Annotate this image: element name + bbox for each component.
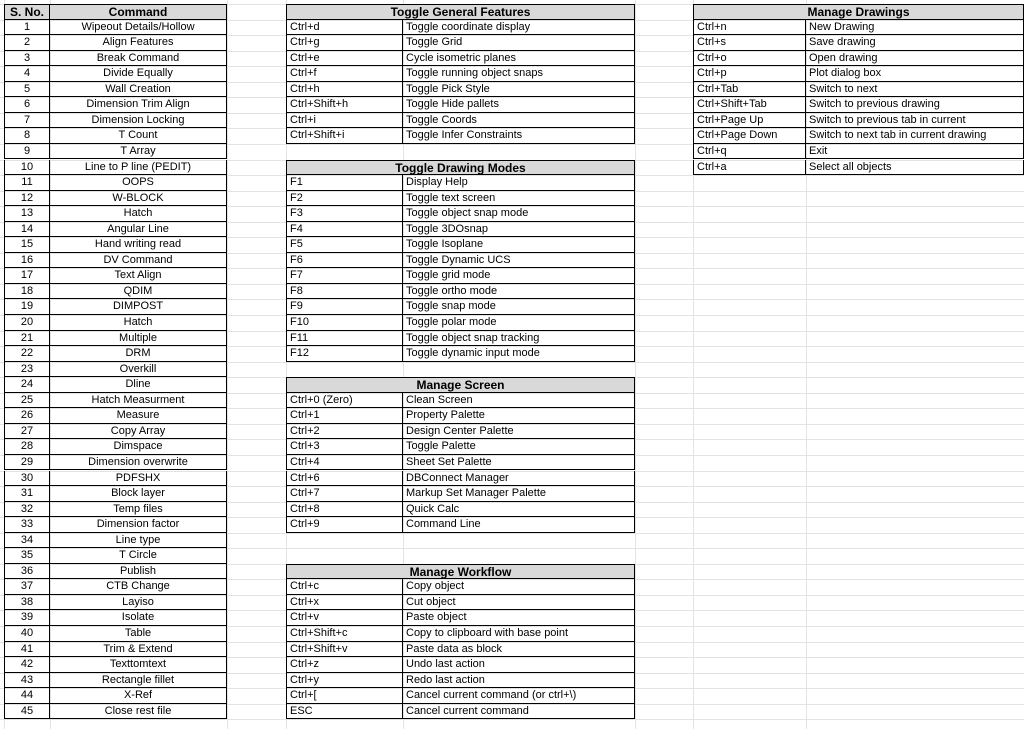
shortcut-desc-cell[interactable]: Toggle Grid xyxy=(403,35,635,51)
shortcut-key-cell[interactable]: F6 xyxy=(286,253,403,269)
command-cell[interactable]: Measure xyxy=(50,408,227,424)
command-cell[interactable]: Close rest file xyxy=(50,704,227,720)
command-cell[interactable]: Dimension overwrite xyxy=(50,455,227,471)
shortcut-key-cell[interactable]: Ctrl+7 xyxy=(286,486,403,502)
header-command[interactable]: Command xyxy=(49,4,227,20)
shortcut-desc-cell[interactable]: Quick Calc xyxy=(403,502,635,518)
sno-cell[interactable]: 19 xyxy=(4,299,50,315)
shortcut-key-cell[interactable]: F7 xyxy=(286,268,403,284)
drawing-desc-cell[interactable]: Switch to previous drawing xyxy=(806,97,1024,113)
shortcut-key-cell[interactable]: Ctrl+y xyxy=(286,673,403,689)
command-cell[interactable]: Copy Array xyxy=(50,424,227,440)
drawings-title[interactable]: Manage Drawings xyxy=(693,4,1024,20)
shortcut-desc-cell[interactable]: Paste data as block xyxy=(403,642,635,658)
command-cell[interactable]: W-BLOCK xyxy=(50,191,227,207)
shortcut-desc-cell[interactable]: Property Palette xyxy=(403,408,635,424)
sno-cell[interactable]: 26 xyxy=(4,408,50,424)
shortcut-key-cell[interactable]: F2 xyxy=(286,191,403,207)
shortcut-desc-cell[interactable]: Toggle Hide pallets xyxy=(403,97,635,113)
shortcut-desc-cell[interactable]: Cycle isometric planes xyxy=(403,51,635,67)
header-sno[interactable]: S. No. xyxy=(4,4,50,20)
gridline xyxy=(227,0,228,729)
shortcut-key-cell[interactable]: Ctrl+e xyxy=(286,51,403,67)
sno-cell[interactable]: 42 xyxy=(4,657,50,673)
drawing-key-cell[interactable]: Ctrl+s xyxy=(693,35,806,51)
shortcut-desc-cell[interactable]: Toggle grid mode xyxy=(403,268,635,284)
command-cell[interactable]: Temp files xyxy=(50,502,227,518)
shortcut-key-cell[interactable]: Ctrl+8 xyxy=(286,502,403,518)
sno-cell[interactable]: 38 xyxy=(4,595,50,611)
drawing-key-cell[interactable]: Ctrl+Page Down xyxy=(693,128,806,144)
shortcut-key-cell[interactable]: Ctrl+f xyxy=(286,66,403,82)
command-cell[interactable]: Line to P line (PEDIT) xyxy=(50,160,227,176)
sno-cell[interactable]: 23 xyxy=(4,362,50,378)
sno-cell[interactable]: 45 xyxy=(4,704,50,720)
drawing-desc-cell[interactable]: New Drawing xyxy=(806,20,1024,36)
shortcut-desc-cell[interactable]: Undo last action xyxy=(403,657,635,673)
gridline xyxy=(635,0,636,729)
shortcut-desc-cell[interactable]: Toggle dynamic input mode xyxy=(403,346,635,362)
shortcut-desc-cell[interactable]: Cancel current command xyxy=(403,704,635,720)
section-title[interactable]: Toggle Drawing Modes xyxy=(286,160,635,176)
command-cell[interactable]: Wall Creation xyxy=(50,82,227,98)
shortcut-desc-cell[interactable]: Toggle object snap mode xyxy=(403,206,635,222)
drawing-desc-cell[interactable]: Switch to next tab in current drawing xyxy=(806,128,1024,144)
sno-cell[interactable]: 12 xyxy=(4,191,50,207)
command-cell[interactable]: Line type xyxy=(50,533,227,549)
sno-cell[interactable]: 18 xyxy=(4,284,50,300)
shortcut-key-cell[interactable]: Ctrl+d xyxy=(286,20,403,36)
command-cell[interactable]: Hatch xyxy=(50,206,227,222)
sno-cell[interactable]: 13 xyxy=(4,206,50,222)
shortcut-desc-cell[interactable]: Toggle ortho mode xyxy=(403,284,635,300)
command-cell[interactable]: Hand writing read xyxy=(50,237,227,253)
command-cell[interactable]: Dimension Locking xyxy=(50,113,227,129)
shortcut-desc-cell[interactable]: Design Center Palette xyxy=(403,424,635,440)
sno-cell[interactable]: 33 xyxy=(4,517,50,533)
command-cell[interactable]: Dimension Trim Align xyxy=(50,97,227,113)
sno-cell[interactable]: 28 xyxy=(4,439,50,455)
sno-cell[interactable]: 32 xyxy=(4,502,50,518)
command-cell[interactable]: CTB Change xyxy=(50,579,227,595)
drawing-key-cell[interactable]: Ctrl+Page Up xyxy=(693,113,806,129)
shortcut-key-cell[interactable]: Ctrl+1 xyxy=(286,408,403,424)
sno-cell[interactable]: 11 xyxy=(4,175,50,191)
shortcut-desc-cell[interactable]: Toggle coordinate display xyxy=(403,20,635,36)
shortcut-key-cell[interactable]: Ctrl+Shift+c xyxy=(286,626,403,642)
command-cell[interactable]: OOPS xyxy=(50,175,227,191)
sno-cell[interactable]: 1 xyxy=(4,20,50,36)
shortcut-desc-cell[interactable]: Toggle Palette xyxy=(403,439,635,455)
command-cell[interactable]: T Count xyxy=(50,128,227,144)
shortcut-key-cell[interactable]: Ctrl+3 xyxy=(286,439,403,455)
sno-cell[interactable]: 20 xyxy=(4,315,50,331)
sno-cell[interactable]: 43 xyxy=(4,673,50,689)
shortcut-key-cell[interactable]: Ctrl+[ xyxy=(286,688,403,704)
sno-cell[interactable]: 14 xyxy=(4,222,50,238)
command-cell[interactable]: Dimension factor xyxy=(50,517,227,533)
command-cell[interactable]: Hatch xyxy=(50,315,227,331)
drawing-key-cell[interactable]: Ctrl+Shift+Tab xyxy=(693,97,806,113)
shortcut-desc-cell[interactable]: Toggle Pick Style xyxy=(403,82,635,98)
shortcut-key-cell[interactable]: F1 xyxy=(286,175,403,191)
command-cell[interactable]: Texttomtext xyxy=(50,657,227,673)
shortcut-key-cell[interactable]: Ctrl+9 xyxy=(286,517,403,533)
drawing-desc-cell[interactable]: Open drawing xyxy=(806,51,1024,67)
shortcut-key-cell[interactable]: Ctrl+z xyxy=(286,657,403,673)
sno-cell[interactable]: 30 xyxy=(4,471,50,487)
shortcut-desc-cell[interactable]: Display Help xyxy=(403,175,635,191)
shortcut-key-cell[interactable]: F5 xyxy=(286,237,403,253)
command-cell[interactable]: X-Ref xyxy=(50,688,227,704)
shortcut-key-cell[interactable]: Ctrl+h xyxy=(286,82,403,98)
shortcut-desc-cell[interactable]: Toggle text screen xyxy=(403,191,635,207)
drawing-key-cell[interactable]: Ctrl+o xyxy=(693,51,806,67)
shortcut-key-cell[interactable]: Ctrl+x xyxy=(286,595,403,611)
command-cell[interactable]: Text Align xyxy=(50,268,227,284)
command-cell[interactable]: DIMPOST xyxy=(50,299,227,315)
sno-cell[interactable]: 17 xyxy=(4,268,50,284)
shortcut-desc-cell[interactable]: Cut object xyxy=(403,595,635,611)
sno-cell[interactable]: 25 xyxy=(4,393,50,409)
sno-cell[interactable]: 29 xyxy=(4,455,50,471)
command-cell[interactable]: PDFSHX xyxy=(50,471,227,487)
sno-cell[interactable]: 16 xyxy=(4,253,50,269)
sno-cell[interactable]: 9 xyxy=(4,144,50,160)
command-cell[interactable]: DV Command xyxy=(50,253,227,269)
shortcut-desc-cell[interactable]: Sheet Set Palette xyxy=(403,455,635,471)
shortcut-desc-cell[interactable]: DBConnect Manager xyxy=(403,471,635,487)
command-cell[interactable]: Block layer xyxy=(50,486,227,502)
shortcut-key-cell[interactable]: ESC xyxy=(286,704,403,720)
drawing-desc-cell[interactable]: Switch to next xyxy=(806,82,1024,98)
sno-cell[interactable]: 10 xyxy=(4,160,50,176)
command-cell[interactable]: Dimspace xyxy=(50,439,227,455)
shortcut-desc-cell[interactable]: Copy to clipboard with base point xyxy=(403,626,635,642)
gridline xyxy=(0,719,1024,720)
drawing-key-cell[interactable]: Ctrl+q xyxy=(693,144,806,160)
section-title[interactable]: Toggle General Features xyxy=(286,4,635,20)
command-cell[interactable]: Break Command xyxy=(50,51,227,67)
command-cell[interactable]: Table xyxy=(50,626,227,642)
sno-cell[interactable]: 24 xyxy=(4,377,50,393)
command-cell[interactable]: Isolate xyxy=(50,610,227,626)
command-cell[interactable]: T Circle xyxy=(50,548,227,564)
command-cell[interactable]: Dline xyxy=(50,377,227,393)
shortcut-key-cell[interactable]: Ctrl+0 (Zero) xyxy=(286,393,403,409)
drawing-key-cell[interactable]: Ctrl+Tab xyxy=(693,82,806,98)
drawing-key-cell[interactable]: Ctrl+n xyxy=(693,20,806,36)
command-cell[interactable]: Divide Equally xyxy=(50,66,227,82)
command-cell[interactable]: Rectangle fillet xyxy=(50,673,227,689)
drawing-key-cell[interactable]: Ctrl+a xyxy=(693,160,806,176)
shortcut-desc-cell[interactable]: Toggle Coords xyxy=(403,113,635,129)
shortcut-key-cell[interactable]: F10 xyxy=(286,315,403,331)
shortcut-desc-cell[interactable]: Toggle Dynamic UCS xyxy=(403,253,635,269)
shortcut-key-cell[interactable]: F12 xyxy=(286,346,403,362)
command-cell[interactable]: Hatch Measurment xyxy=(50,393,227,409)
sno-cell[interactable]: 6 xyxy=(4,97,50,113)
command-cell[interactable]: DRM xyxy=(50,346,227,362)
command-cell[interactable]: Angular Line xyxy=(50,222,227,238)
shortcut-key-cell[interactable]: Ctrl+g xyxy=(286,35,403,51)
sno-cell[interactable]: 4 xyxy=(4,66,50,82)
shortcut-desc-cell[interactable]: Toggle running object snaps xyxy=(403,66,635,82)
command-cell[interactable]: Layiso xyxy=(50,595,227,611)
command-cell[interactable]: Publish xyxy=(50,564,227,580)
sno-cell[interactable]: 31 xyxy=(4,486,50,502)
drawing-desc-cell[interactable]: Select all objects xyxy=(806,160,1024,176)
shortcut-desc-cell[interactable]: Markup Set Manager Palette xyxy=(403,486,635,502)
command-cell[interactable]: Align Features xyxy=(50,35,227,51)
shortcut-key-cell[interactable]: F11 xyxy=(286,331,403,347)
drawing-desc-cell[interactable]: Exit xyxy=(806,144,1024,160)
shortcut-key-cell[interactable]: Ctrl+Shift+i xyxy=(286,128,403,144)
sno-cell[interactable]: 2 xyxy=(4,35,50,51)
shortcut-desc-cell[interactable]: Paste object xyxy=(403,610,635,626)
shortcut-key-cell[interactable]: Ctrl+6 xyxy=(286,471,403,487)
drawing-desc-cell[interactable]: Save drawing xyxy=(806,35,1024,51)
section-title[interactable]: Manage Screen xyxy=(286,377,635,393)
command-cell[interactable]: Multiple xyxy=(50,331,227,347)
shortcut-key-cell[interactable]: Ctrl+Shift+v xyxy=(286,642,403,658)
shortcut-desc-cell[interactable]: Toggle object snap tracking xyxy=(403,331,635,347)
shortcut-desc-cell[interactable]: Toggle 3DOsnap xyxy=(403,222,635,238)
sno-cell[interactable]: 5 xyxy=(4,82,50,98)
sno-cell[interactable]: 40 xyxy=(4,626,50,642)
command-cell[interactable]: QDIM xyxy=(50,284,227,300)
command-cell[interactable]: Trim & Extend xyxy=(50,642,227,658)
sno-cell[interactable]: 22 xyxy=(4,346,50,362)
sno-cell[interactable]: 35 xyxy=(4,548,50,564)
shortcut-key-cell[interactable]: F9 xyxy=(286,299,403,315)
sno-cell[interactable]: 34 xyxy=(4,533,50,549)
sno-cell[interactable]: 27 xyxy=(4,424,50,440)
shortcut-desc-cell[interactable]: Copy object xyxy=(403,579,635,595)
shortcut-desc-cell[interactable]: Clean Screen xyxy=(403,393,635,409)
command-cell[interactable]: Overkill xyxy=(50,362,227,378)
shortcut-key-cell[interactable]: Ctrl+c xyxy=(286,579,403,595)
sno-cell[interactable]: 3 xyxy=(4,51,50,67)
drawing-desc-cell[interactable]: Switch to previous tab in current xyxy=(806,113,1024,129)
sno-cell[interactable]: 15 xyxy=(4,237,50,253)
shortcut-desc-cell[interactable]: Redo last action xyxy=(403,673,635,689)
section-title[interactable]: Manage Workflow xyxy=(286,564,635,580)
sno-cell[interactable]: 41 xyxy=(4,642,50,658)
sno-cell[interactable]: 21 xyxy=(4,331,50,347)
drawing-desc-cell[interactable]: Plot dialog box xyxy=(806,66,1024,82)
shortcut-desc-cell[interactable]: Toggle Isoplane xyxy=(403,237,635,253)
command-cell[interactable]: Wipeout Details/Hollow xyxy=(50,20,227,36)
shortcut-key-cell[interactable]: Ctrl+Shift+h xyxy=(286,97,403,113)
shortcut-desc-cell[interactable]: Toggle snap mode xyxy=(403,299,635,315)
shortcut-key-cell[interactable]: F3 xyxy=(286,206,403,222)
command-cell[interactable]: T Array xyxy=(50,144,227,160)
sno-cell[interactable]: 37 xyxy=(4,579,50,595)
shortcut-desc-cell[interactable]: Toggle polar mode xyxy=(403,315,635,331)
shortcut-key-cell[interactable]: Ctrl+v xyxy=(286,610,403,626)
sno-cell[interactable]: 7 xyxy=(4,113,50,129)
shortcut-desc-cell[interactable]: Command Line xyxy=(403,517,635,533)
drawing-key-cell[interactable]: Ctrl+p xyxy=(693,66,806,82)
shortcut-key-cell[interactable]: Ctrl+4 xyxy=(286,455,403,471)
shortcut-desc-cell[interactable]: Toggle Infer Constraints xyxy=(403,128,635,144)
sno-cell[interactable]: 36 xyxy=(4,564,50,580)
sno-cell[interactable]: 39 xyxy=(4,610,50,626)
sno-cell[interactable]: 44 xyxy=(4,688,50,704)
shortcut-key-cell[interactable]: F8 xyxy=(286,284,403,300)
sno-cell[interactable]: 8 xyxy=(4,128,50,144)
shortcut-key-cell[interactable]: Ctrl+2 xyxy=(286,424,403,440)
shortcut-key-cell[interactable]: Ctrl+i xyxy=(286,113,403,129)
shortcut-key-cell[interactable]: F4 xyxy=(286,222,403,238)
shortcut-desc-cell[interactable]: Cancel current command (or ctrl+\) xyxy=(403,688,635,704)
